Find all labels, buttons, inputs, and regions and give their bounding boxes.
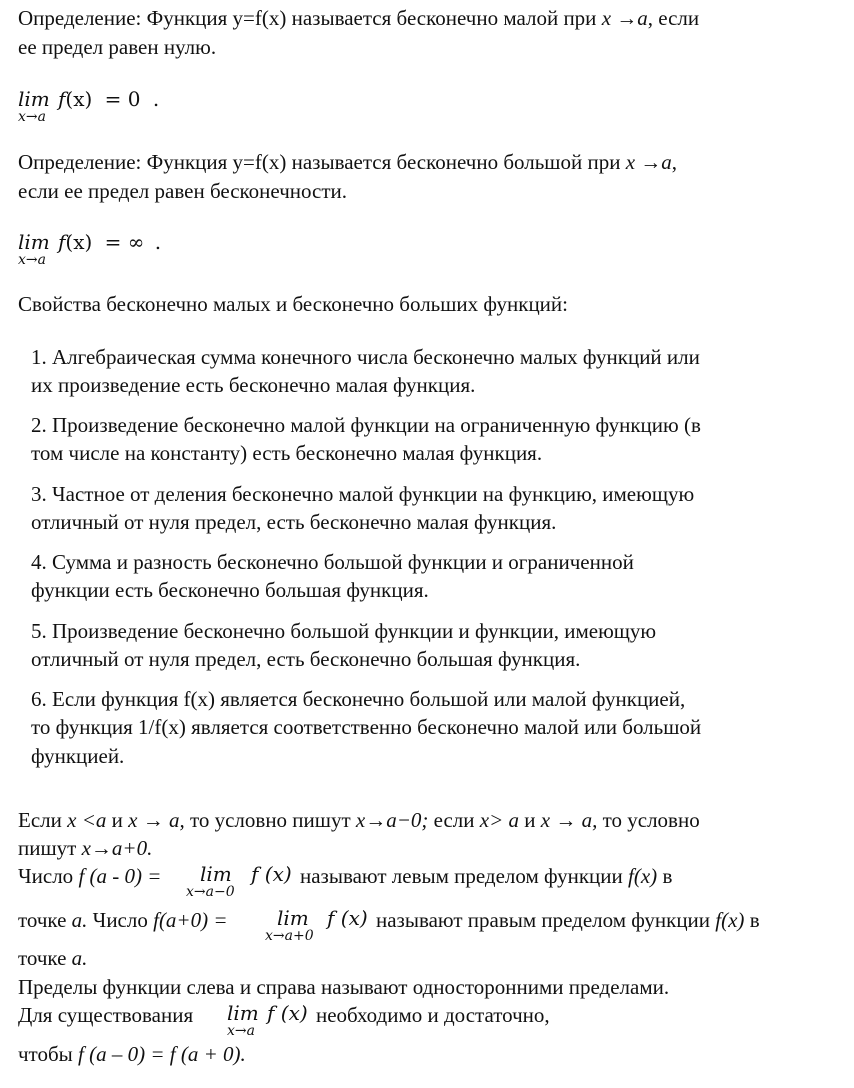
property-2-line-1: 2. Произведение бесконечно малой функции на ограниченную функцию (в [31,413,701,437]
formula-period: . [152,87,160,111]
math: f(x) [628,864,658,888]
limit-subscript: x→a [18,109,46,125]
onesided-line-6: Пределы функции слева и справа называют односторонними пределами. [18,975,670,999]
math: f(x) [715,908,745,932]
property-4-line-1: 4. Сумма и разность бесконечно большой функции и ограниченной [31,550,634,574]
def2-line2: если ее предел равен бесконечности. [18,179,348,203]
limit-word: lim [227,1001,259,1025]
onesided-line-7-end: необходимо и достаточно, [316,1003,550,1027]
math: a. [71,946,88,970]
def2-text-end: , [671,150,678,174]
math: x→a−0; [355,808,429,832]
function-argument: (x) [65,87,93,111]
text: то условно [597,808,700,832]
def1-text-end: , если [647,6,700,30]
property-3-line-2: отличный от нуля предел, есть бесконечно малая функция. [31,510,557,534]
limit-word: lim [18,87,50,111]
text: в [657,864,673,888]
text: называют правым пределом функции [376,908,716,932]
function-symbol: f [58,87,66,111]
property-5-line-2: отличный от нуля предел, есть бесконечно большая функция. [31,647,581,671]
def1-text: Определение: Функция y=f(x) называется бесконечно малой при [18,6,602,30]
text: и [519,808,541,832]
math: f(a+0) = [153,908,228,932]
formula1-expression [58,89,159,109]
math: x→a+0. [81,836,153,860]
onesided-line-8 [18,1044,246,1065]
limit-word: lim [18,230,50,254]
function-argument: (x) [65,230,93,254]
property-4-line-2: функции есть бесконечно большая функция. [31,578,429,602]
text: если [428,808,480,832]
onesided-line-7-start: Для существования [18,1003,194,1027]
math: f (a - 0) = [78,864,162,888]
text: Если [18,808,68,832]
text: в [744,908,760,932]
math: x> a [479,808,520,832]
onesided-line-4-end [376,910,760,931]
limit-subscript: x→a [18,252,46,268]
left-limit-fx [251,864,292,884]
text: пишут [18,836,82,860]
def2-text: Определение: Функция y=f(x) называется бесконечно большой при [18,150,626,174]
property-1-line-2: их произведение есть бесконечно малая функция. [31,373,476,397]
text: точке [18,946,72,970]
property-5-line-1: 5. Произведение бесконечно большой функции и функции, имеющую [31,619,657,643]
text: точке [18,908,72,932]
onesided-line-4-start [18,910,228,931]
property-6-line-2: то функция 1/f(x) является соответственно бесконечно малой или большой [31,715,702,739]
limit-word: lim [277,906,309,930]
right-limit-fx [327,908,368,928]
text: то условно пишут [184,808,356,832]
math: x → a, [128,808,185,832]
def1-variable: x →a [601,6,648,30]
property-6-line-3: функцией. [31,744,125,768]
onesided-line-3-end [300,866,672,887]
def2-line1 [18,152,677,173]
onesided-line-2 [18,838,152,859]
limit-subscript: x→a−0 [186,884,235,900]
property-6-line-1: 6. Если функция f(x) является бесконечно большой или малой функцией, [31,687,686,711]
text: называют левым пределом функции [300,864,629,888]
properties-heading: Свойства бесконечно малых и бесконечно больших функций: [18,292,568,316]
limit-word: lim [200,862,232,886]
math: a. [71,908,88,932]
function-symbol: f [58,230,66,254]
onesided-line-3-start [18,866,161,887]
math: f (x) [327,906,368,930]
existence-limit-fx [267,1003,308,1023]
limit-subscript: x→a+0 [265,928,314,944]
formula2-expression [58,232,161,252]
def1-line1 [18,8,699,29]
text: чтобы [18,1042,79,1066]
text: Число [87,908,154,932]
def2-variable: x →a [625,150,672,174]
property-3-line-1: 3. Частное от деления бесконечно малой функции на функцию, имеющую [31,482,695,506]
text: и [106,808,129,832]
math: x <a [67,808,107,832]
formula-value: = 0 [104,87,141,111]
property-2-line-2: том числе на константу) есть бесконечно малая функция. [31,441,543,465]
property-1-line-1: 1. Алгебраическая сумма конечного числа бесконечно малых функций или [31,345,700,369]
formula-value: = ∞ [104,230,145,254]
onesided-line-1 [18,810,700,831]
math: x → a, [540,808,598,832]
math: f (a – 0) = f (a + 0). [78,1042,246,1066]
onesided-line-5 [18,948,87,969]
text: Число [18,864,79,888]
def1-line2: ее предел равен нулю. [18,35,217,59]
limit-subscript: x→a [227,1023,255,1039]
math: f (x) [267,1001,308,1025]
math: f (x) [251,862,292,886]
formula-period: . [154,230,162,254]
